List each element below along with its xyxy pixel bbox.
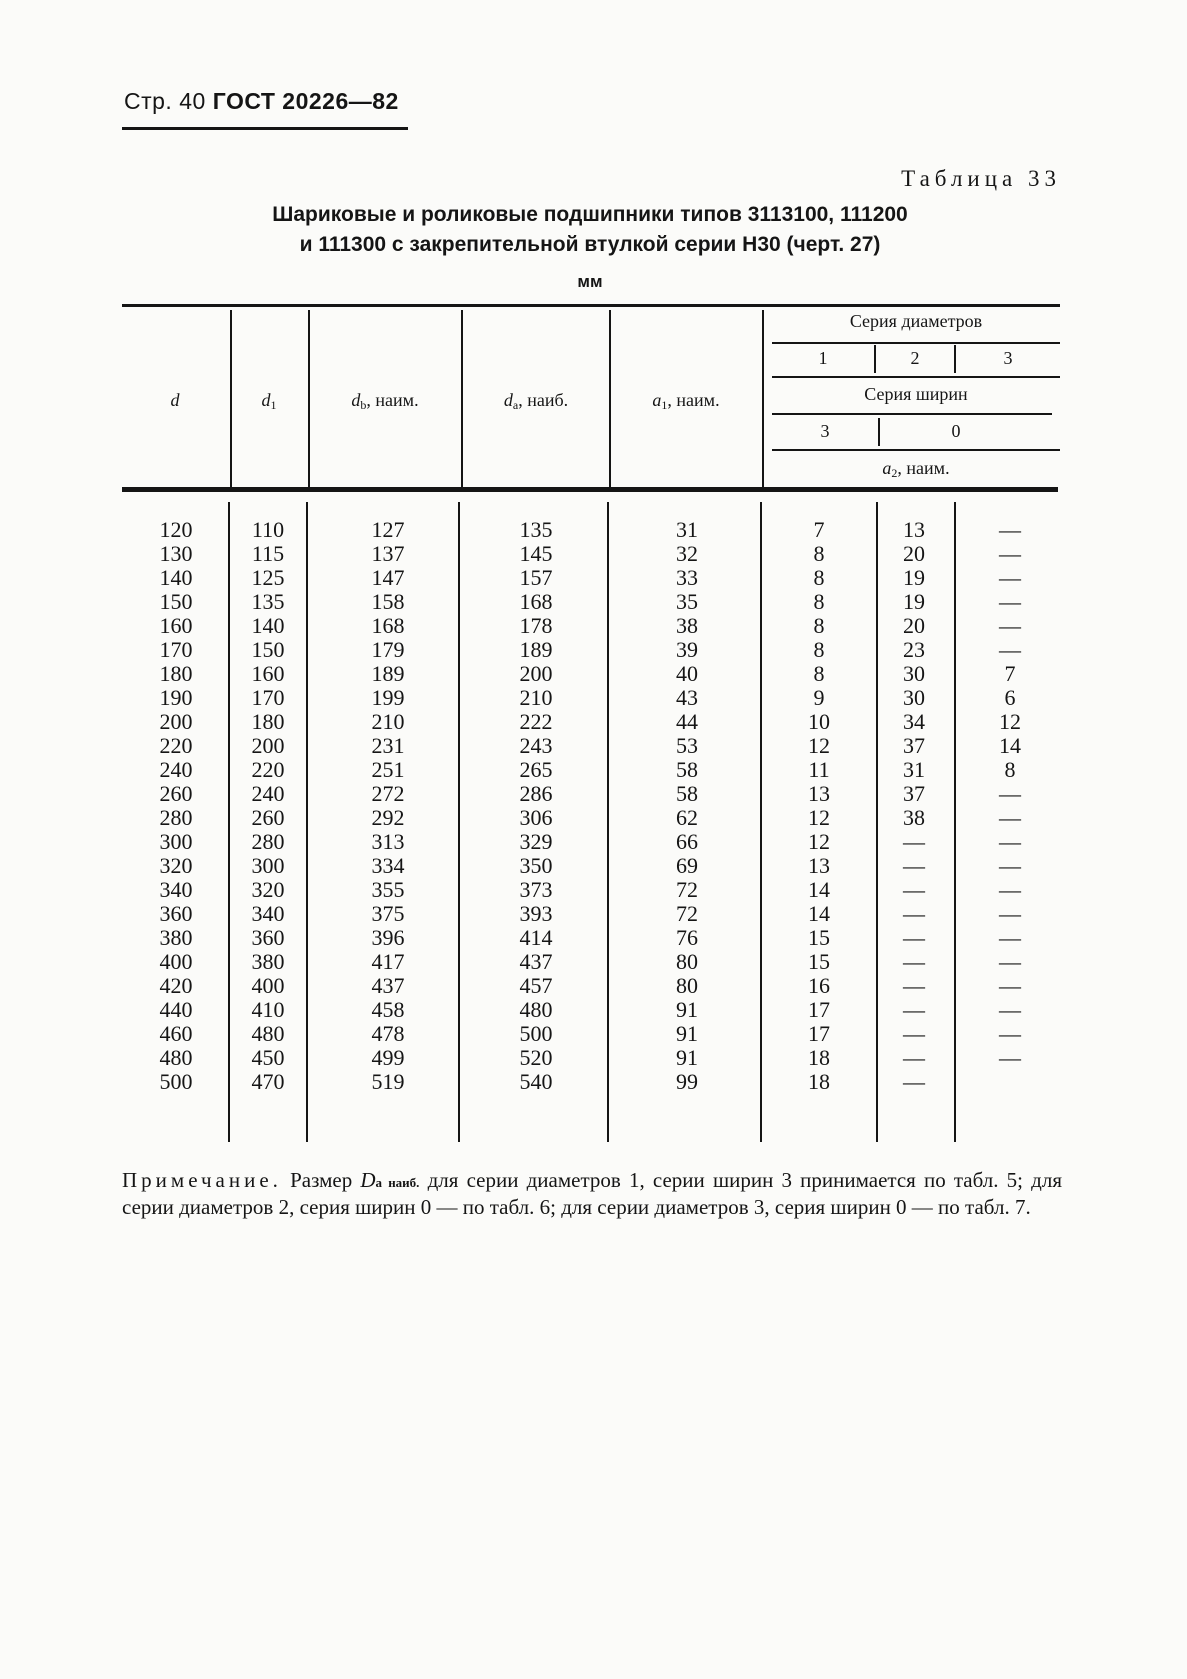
vrule-3-body [458, 502, 460, 1142]
table-cell: 8 [813, 637, 825, 662]
table-cell: — [999, 877, 1021, 902]
table-cell: 125 [251, 565, 285, 590]
table-cell: 8 [813, 589, 825, 614]
table-cell: — [999, 829, 1021, 854]
table-cell: 240 [251, 781, 285, 806]
table-cell: 135 [251, 589, 285, 614]
table-cell: 110 [251, 517, 285, 542]
table-cell: — [903, 1069, 925, 1094]
col-header-d1: $d_1$ [261, 390, 277, 412]
table-cell: 150 [251, 637, 285, 662]
table-cell: 140 [159, 565, 193, 590]
table-cell: 243 [519, 733, 553, 758]
table-cell: 91 [676, 997, 698, 1022]
header-rule [122, 127, 408, 130]
table-cell: 69 [676, 853, 698, 878]
table-cell: — [999, 1045, 1021, 1070]
table-cell: 170 [159, 637, 193, 662]
table-cell: 37 [903, 733, 925, 758]
table-cell: 480 [519, 997, 553, 1022]
table-cell: 7 [1004, 661, 1016, 686]
table-cell: — [999, 805, 1021, 830]
table-cell: 34 [903, 709, 925, 734]
table-cell: — [903, 925, 925, 950]
table-cell: 35 [676, 589, 698, 614]
table-cell: 76 [676, 925, 698, 950]
table-cell: 222 [519, 709, 553, 734]
table-cell: — [999, 925, 1021, 950]
column-db [348, 518, 428, 1094]
table-cell: — [903, 829, 925, 854]
table-cell: 20 [903, 541, 925, 566]
table-cell: 11 [808, 757, 830, 782]
table-cell: 457 [519, 973, 553, 998]
table-cell: 500 [159, 1069, 193, 1094]
note-text-2: для серии диаметров 1, серии ширин 3 принимается по табл. 5; для серии диаметров 2, серия ширин 0 — по табл. 6; для серии диаметров 3, серия ширин 0 — по табл. 7. [122, 1168, 1063, 1219]
vrule-5-head [762, 310, 764, 490]
table-cell: 220 [159, 733, 193, 758]
table-cell: 260 [251, 805, 285, 830]
table-cell: 14 [999, 733, 1021, 758]
table-cell: 280 [159, 805, 193, 830]
table-cell: 375 [371, 901, 405, 926]
table-cell: — [903, 973, 925, 998]
table-cell: 373 [519, 877, 553, 902]
table-cell: 15 [808, 925, 830, 950]
column-d1 [234, 518, 302, 1094]
table-cell: 38 [903, 805, 925, 830]
table-cell: — [999, 517, 1021, 542]
table-cell: 6 [1004, 685, 1016, 710]
table-cell: 120 [159, 517, 193, 542]
table-cell: 66 [676, 829, 698, 854]
table-cell: 10 [808, 709, 830, 734]
table-caption-line1: Шариковые и роликовые подшипники типов 3113100, 111200 [272, 203, 908, 226]
vrule-4-body [607, 502, 609, 1142]
table-cell: 200 [519, 661, 553, 686]
table-cell: 251 [371, 757, 405, 782]
table-note [122, 1168, 1062, 1219]
table-cell: 220 [251, 757, 285, 782]
table-cell: 12 [999, 709, 1021, 734]
page-number: Стр. 40 [124, 88, 206, 114]
table-cell: 480 [251, 1021, 285, 1046]
table-cell: 99 [676, 1069, 698, 1094]
table-cell: 160 [159, 613, 193, 638]
table-cell: 127 [371, 517, 405, 542]
table-cell: 360 [159, 901, 193, 926]
table-cell: — [999, 853, 1021, 878]
table-cell: 470 [251, 1069, 285, 1094]
table-cell: — [999, 949, 1021, 974]
table-cell: 19 [903, 589, 925, 614]
col-header-a2: $a_2$, наим. [882, 458, 950, 480]
table-cell: 43 [676, 685, 698, 710]
table-cell: — [903, 949, 925, 974]
table-cell: 145 [519, 541, 553, 566]
table-cell: 414 [519, 925, 553, 950]
table-cell: 168 [519, 589, 553, 614]
table-cell: 150 [159, 589, 193, 614]
table-cell: — [999, 997, 1021, 1022]
table-cell: 12 [808, 805, 830, 830]
rule-width-series [772, 413, 1052, 415]
table-cell: 499 [371, 1045, 405, 1070]
table-cell: 210 [519, 685, 553, 710]
table-cell: 396 [371, 925, 405, 950]
table-cell: 334 [371, 853, 405, 878]
note-label: Примечание. [122, 1168, 282, 1192]
col-header-a1: $a_1$, наим. [652, 390, 720, 412]
table-cell: 17 [808, 1021, 830, 1046]
table-cell: 72 [676, 901, 698, 926]
table-cell: 437 [371, 973, 405, 998]
header-width-0: 0 [951, 421, 961, 441]
table-cell: 7 [813, 517, 825, 542]
table-cell: 14 [808, 877, 830, 902]
table-cell: 340 [251, 901, 285, 926]
table-cell: 478 [371, 1021, 405, 1046]
header-diameter-3: 3 [1003, 348, 1013, 368]
table-cell: 313 [371, 829, 405, 854]
table-cell: 460 [159, 1021, 193, 1046]
table-cell: 520 [519, 1045, 553, 1070]
table-cell: 137 [371, 541, 405, 566]
table-cell: 44 [676, 709, 698, 734]
table-cell: 147 [371, 565, 405, 590]
table-cell: 168 [371, 613, 405, 638]
table-cell: 58 [676, 781, 698, 806]
table-cell [980, 1070, 1040, 1094]
note-symbol-sub: a наиб. [375, 1175, 420, 1190]
table-cell: 540 [519, 1069, 553, 1094]
table-cell: 13 [808, 853, 830, 878]
table-cell: 179 [371, 637, 405, 662]
table-cell: 38 [676, 613, 698, 638]
table-cell: 380 [251, 949, 285, 974]
table-cell: 355 [371, 877, 405, 902]
table-cell: 320 [251, 877, 285, 902]
table-cell: 480 [159, 1045, 193, 1070]
header-bottom-rule [122, 487, 1058, 492]
table-cell: 265 [519, 757, 553, 782]
units-label: мм [577, 272, 603, 291]
header-width-series: Серия ширин [864, 384, 968, 404]
header-diameter-series: Серия диаметров [849, 311, 983, 331]
table-cell: 140 [251, 613, 285, 638]
table-cell: 62 [676, 805, 698, 830]
table-cell: 178 [519, 613, 553, 638]
table-cell: 16 [808, 973, 830, 998]
rule-diam-series [772, 342, 1060, 344]
table-cell: 19 [903, 565, 925, 590]
table-cell: 400 [251, 973, 285, 998]
table-cell: — [999, 781, 1021, 806]
table-cell: 40 [676, 661, 698, 686]
table-cell: 32 [676, 541, 698, 566]
table-cell: 8 [813, 541, 825, 566]
table-cell: 91 [676, 1045, 698, 1070]
table-cell: 400 [159, 949, 193, 974]
table-cell: 180 [159, 661, 193, 686]
table-cell: 180 [251, 709, 285, 734]
table-cell: 437 [519, 949, 553, 974]
table-cell: 18 [808, 1045, 830, 1070]
table-cell: 420 [159, 973, 193, 998]
vrule-7-body [954, 502, 956, 1142]
header-width-3: 3 [820, 421, 830, 441]
table-cell: 115 [251, 541, 285, 566]
table-cell: 157 [519, 565, 553, 590]
table-cell: — [999, 541, 1021, 566]
table-cell: 33 [676, 565, 698, 590]
table-cell: 300 [251, 853, 285, 878]
vrule-5-body [760, 502, 762, 1142]
table-caption-line2: и 111300 с закрепительной втулкой серии Н30 (черт. 27) [299, 233, 881, 256]
table-cell: — [903, 1045, 925, 1070]
table-cell: 53 [676, 733, 698, 758]
table-cell: — [903, 997, 925, 1022]
rule-width-numbers [772, 449, 1060, 451]
header-diameter-1: 1 [818, 348, 828, 368]
table-cell: 199 [371, 685, 405, 710]
column-a2-series3 [980, 518, 1040, 1094]
vrule-2-body [306, 502, 308, 1142]
table-cell: 30 [903, 661, 925, 686]
table-cell: 417 [371, 949, 405, 974]
table-cell: 158 [371, 589, 405, 614]
table-cell: 300 [159, 829, 193, 854]
table-cell: 12 [808, 829, 830, 854]
header-diameter-2: 2 [910, 348, 920, 368]
table-cell: 8 [1004, 757, 1016, 782]
table-cell: 135 [519, 517, 553, 542]
note-symbol: D [360, 1168, 376, 1192]
standard-id: ГОСТ 20226—82 [212, 88, 399, 114]
table-cell: 72 [676, 877, 698, 902]
table-cell: 8 [813, 661, 825, 686]
table-cell: 210 [371, 709, 405, 734]
table-cell: — [999, 637, 1021, 662]
table-cell: 240 [159, 757, 193, 782]
table-cell: 292 [371, 805, 405, 830]
table-cell: 260 [159, 781, 193, 806]
table-cell: 80 [676, 973, 698, 998]
table-cell: 14 [808, 901, 830, 926]
table-cell: 9 [813, 685, 825, 710]
table-cell: 450 [251, 1045, 285, 1070]
table-cell: — [903, 877, 925, 902]
table-top-rule [122, 304, 1060, 307]
table-cell: 13 [903, 517, 925, 542]
table-cell: 340 [159, 877, 193, 902]
table-cell: 13 [808, 781, 830, 806]
table-cell: 31 [903, 757, 925, 782]
column-a1 [654, 518, 720, 1094]
table-cell: 350 [519, 853, 553, 878]
table-cell: — [999, 613, 1021, 638]
table-cell: 320 [159, 853, 193, 878]
table-cell: 37 [903, 781, 925, 806]
vrule-6-body [876, 502, 878, 1142]
table-cell: 200 [159, 709, 193, 734]
table-cell: 20 [903, 613, 925, 638]
table-cell: 360 [251, 925, 285, 950]
table-cell: 519 [371, 1069, 405, 1094]
table-cell: 130 [159, 541, 193, 566]
table-cell: 39 [676, 637, 698, 662]
table-cell: — [999, 565, 1021, 590]
table-cell: 91 [676, 1021, 698, 1046]
table-cell: 286 [519, 781, 553, 806]
table-cell: — [903, 901, 925, 926]
table-cell: — [903, 1021, 925, 1046]
table-cell: 31 [676, 517, 698, 542]
rule-diam-numbers [772, 376, 1060, 378]
table-cell: 280 [251, 829, 285, 854]
table-cell: — [999, 973, 1021, 998]
column-a2-series1 [786, 518, 852, 1094]
table-cell: — [999, 901, 1021, 926]
table-cell: — [999, 589, 1021, 614]
table-cell: 18 [808, 1069, 830, 1094]
table-cell: 170 [251, 685, 285, 710]
column-a2-series2 [880, 518, 948, 1094]
table-cell: 380 [159, 925, 193, 950]
table-cell: 17 [808, 997, 830, 1022]
column-da [496, 518, 576, 1094]
table-cell: 200 [251, 733, 285, 758]
table-cell: 12 [808, 733, 830, 758]
vrule-1-body [228, 502, 230, 1142]
table-cell: 440 [159, 997, 193, 1022]
table-cell: 500 [519, 1021, 553, 1046]
table-cell: 58 [676, 757, 698, 782]
col-header-d: d [170, 390, 180, 410]
col-header-db: $d_b$, наим. [351, 390, 419, 412]
table-cell: 189 [371, 661, 405, 686]
table-cell: 189 [519, 637, 553, 662]
table-cell: 329 [519, 829, 553, 854]
table-cell: 15 [808, 949, 830, 974]
table-cell: 306 [519, 805, 553, 830]
table-cell: 393 [519, 901, 553, 926]
table-cell: 231 [371, 733, 405, 758]
table-cell: 410 [251, 997, 285, 1022]
table-cell: 30 [903, 685, 925, 710]
table-cell: 8 [813, 565, 825, 590]
table-number: Таблица 33 [901, 166, 1061, 191]
note-text-1: Размер [281, 1168, 361, 1192]
table-cell: 272 [371, 781, 405, 806]
col-header-da: $d_a$, наиб. [503, 390, 569, 412]
table-cell: — [999, 1021, 1021, 1046]
table-cell: 8 [813, 613, 825, 638]
table-cell: 190 [159, 685, 193, 710]
table-cell: 160 [251, 661, 285, 686]
table-cell: 80 [676, 949, 698, 974]
table-cell: — [903, 853, 925, 878]
table-cell: 23 [903, 637, 925, 662]
page-header [124, 88, 399, 115]
column-d [140, 518, 212, 1094]
table-cell: 458 [371, 997, 405, 1022]
